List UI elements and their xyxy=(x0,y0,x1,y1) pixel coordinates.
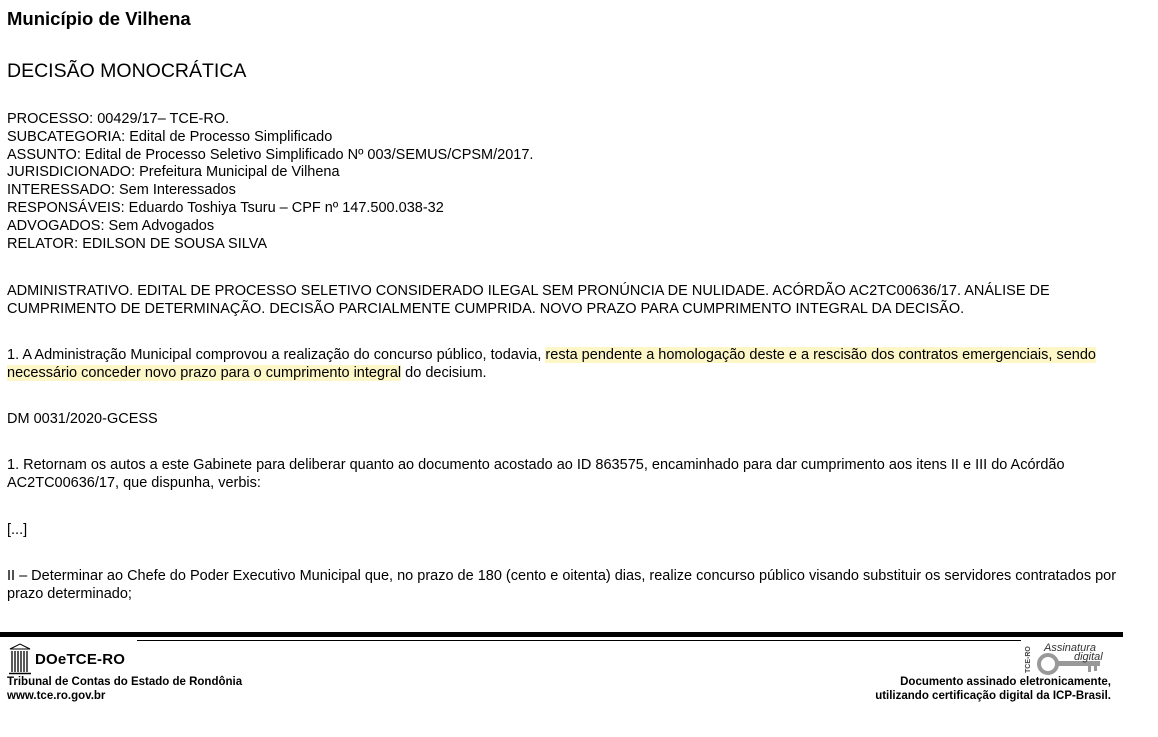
logo-text: DOeTCE-RO xyxy=(35,650,126,668)
decision-number: DM 0031/2020-GCESS xyxy=(7,411,158,427)
meta-interested: INTERESSADO: Sem Interessados xyxy=(7,182,236,199)
meta-process: PROCESSO: 00429/17– TCE-RO. xyxy=(7,111,230,127)
meta-responsible: RESPONSÁVEIS: Eduardo Toshiya Tsuru – CPF nº 147.500.038-32 xyxy=(7,199,444,216)
footer-divider-thin xyxy=(137,640,1021,641)
signature-note-1: Documento assinado eletronicamente, xyxy=(900,676,1111,688)
item1-text-before: 1. A Administração Municipal comprovou a realização do concurso público, todavia, xyxy=(7,347,546,363)
process-metadata xyxy=(7,111,533,253)
body-paragraph-ii: II – Determinar ao Chefe do Poder Executivo Municipal que, no prazo de 180 (cento e oitenta) dias, realize concurso público visando substituir os servidores contratados por prazo determinado; xyxy=(7,568,1117,602)
seal-label-1: Assinatura xyxy=(1044,642,1096,654)
ellipsis-marker: [...] xyxy=(7,522,28,538)
meta-lawyers: ADVOGADOS: Sem Advogados xyxy=(7,217,215,234)
body-paragraph-1: 1. Retornam os autos a este Gabinete para deliberar quanto ao documento acostado ao ID 863575, encaminhado para dar cumprimento aos itens II e III do Acórdão AC2TC00636/17, que dispunha, verbis: xyxy=(7,457,1065,491)
footer-divider-thick xyxy=(0,632,1123,637)
summary-paragraph: ADMINISTRATIVO. EDITAL DE PROCESSO SELETIVO CONSIDERADO ILEGAL SEM PRONÚNCIA DE NULIDADE. ACÓRDÃO AC2TC00636/17. ANÁLISE DE CUMPRIMENTO DE DETERMINAÇÃO. DECISÃO PARCIALMENTE CUMPRIDA. NOVO PRAZO PARA CUMPRIMENTO INTEGRAL DA DECISÃO. xyxy=(7,283,1050,317)
footer-right xyxy=(875,676,1111,703)
seal-label-2: digital xyxy=(1074,651,1103,663)
org-name: Tribunal de Contas do Estado de Rondônia xyxy=(7,676,243,688)
meta-rapporteur: RELATOR: EDILSON DE SOUSA SILVA xyxy=(7,235,268,252)
summary-item-1 xyxy=(7,347,1117,383)
signature-note-2: utilizando certificação digital da ICP-Brasil. xyxy=(875,689,1111,702)
meta-subcategory: SUBCATEGORIA: Edital de Processo Simplificado xyxy=(7,128,333,145)
item1-text-after: do decisium. xyxy=(401,364,487,381)
meta-subject: ASSUNTO: Edital de Processo Seletivo Simplificado Nº 003/SEMUS/CPSM/2017. xyxy=(7,146,534,163)
doetce-logo xyxy=(8,643,125,675)
seal-side-text: TCE-RO xyxy=(1025,646,1032,673)
footer-left xyxy=(7,676,242,703)
digital-signature-seal-icon xyxy=(1022,642,1114,676)
website-link[interactable]: www.tce.ro.gov.br xyxy=(7,689,106,702)
highlighted-text: resta pendente a homologação deste e a rescisão dos contratos emergenciais, sendo necessário conceder novo prazo para o cumprimento integral xyxy=(7,347,1096,381)
columns-logo-icon xyxy=(8,643,32,675)
document-type-title: DECISÃO MONOCRÁTICA xyxy=(7,60,247,82)
municipality-heading: Município de Vilhena xyxy=(7,8,191,29)
meta-jurisdiction: JURISDICIONADO: Prefeitura Municipal de Vilhena xyxy=(7,164,340,181)
